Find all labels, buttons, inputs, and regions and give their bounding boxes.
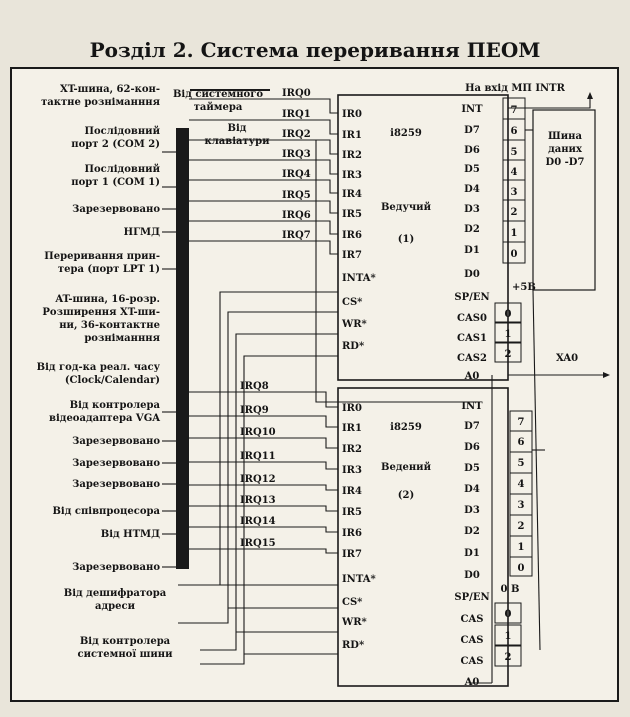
bus-label: даних — [548, 144, 582, 155]
slave-pin-label: D3 — [464, 505, 480, 516]
source-label: Від год-ка реал. часу — [36, 362, 160, 373]
slave-pin-label: IR3 — [342, 465, 362, 476]
irq-label: IRQ11 — [240, 451, 276, 462]
slave-pin-label: D1 — [464, 548, 480, 559]
decoder-label: адреси — [94, 601, 136, 612]
master-pin-label: IR4 — [342, 189, 362, 200]
irq-label: IRQ4 — [282, 169, 311, 180]
source-label: Переривання прин- — [44, 251, 160, 262]
slave-pin-label: IR4 — [342, 486, 362, 497]
irq-label: IRQ12 — [240, 474, 276, 485]
irq-label: IRQ2 — [282, 129, 311, 140]
connector-bar — [176, 128, 189, 569]
master-pin-label: D0 — [464, 269, 480, 280]
timer-label: таймера — [193, 102, 243, 113]
master-pin-label: CAS2 — [457, 353, 487, 364]
master-pin-label: IR3 — [342, 170, 362, 181]
timer-label: Від системного — [172, 89, 264, 100]
slave-chip-number: (2) — [397, 490, 415, 501]
slave-pin-label: IR0 — [342, 403, 362, 414]
irq-label: IRQ1 — [282, 109, 311, 120]
slave-pin-label: CAS — [460, 614, 484, 625]
data-bit-label: 7 — [517, 417, 525, 428]
master-pin-label: INTA* — [342, 273, 376, 284]
master-pin-label: INT — [461, 104, 483, 115]
irq-label: IRQ6 — [282, 210, 311, 221]
vcc-label: +5В — [512, 282, 536, 293]
slave-pin-label: D4 — [464, 484, 480, 495]
source-label: Від контролера — [69, 400, 160, 411]
master-chip-number: (1) — [397, 234, 415, 245]
source-label: Послідовний — [84, 126, 160, 137]
master-pin-label: IR5 — [342, 209, 362, 220]
master-pin-label: CAS1 — [457, 333, 487, 344]
cas-bit-label: 2 — [504, 349, 512, 360]
data-bit-label: 1 — [510, 228, 518, 239]
master-pin-label: WR* — [342, 319, 367, 330]
data-bit-label: 3 — [510, 187, 518, 198]
data-bit-label: 1 — [517, 542, 525, 553]
page-title: Розділ 2. Система переривання ПЕОМ — [89, 38, 541, 62]
irq-label: IRQ14 — [240, 516, 276, 527]
data-bit-label: 3 — [517, 500, 525, 511]
source-label: Зарезервовано — [72, 479, 160, 490]
master-pin-label: IR2 — [342, 150, 362, 161]
irq-label: IRQ5 — [282, 190, 311, 201]
irq-label: IRQ0 — [282, 88, 311, 99]
master-pin-label: A0 — [464, 371, 480, 382]
irq-label: IRQ13 — [240, 495, 276, 506]
slave-pin-label: CAS — [460, 635, 484, 646]
source-label: розніманння — [84, 333, 160, 344]
slave-pin-label: IR2 — [342, 444, 362, 455]
slave-pin-label: D0 — [464, 570, 480, 581]
irq-label: IRQ3 — [282, 149, 311, 160]
data-bit-label: 5 — [517, 458, 525, 469]
slave-pin-label: A0 — [464, 677, 480, 688]
master-pin-label: CS* — [342, 297, 363, 308]
slave-chip-role: Ведений — [381, 462, 431, 473]
master-pin-label: D7 — [464, 125, 480, 136]
slave-pin-label: D6 — [464, 442, 480, 453]
gnd-label: 0 В — [500, 584, 520, 595]
slave-pin-label: D5 — [464, 463, 480, 474]
bus-controller-label: Від контролера — [79, 636, 171, 647]
source-label: Від співпроцесора — [52, 506, 160, 517]
source-label: (Clock/Calendar) — [64, 375, 160, 386]
slave-pin-label: IR1 — [342, 423, 362, 434]
slave-pin-label: INTA* — [342, 574, 376, 585]
irq-label: IRQ8 — [240, 381, 269, 392]
master-pin-label: D3 — [464, 204, 480, 215]
slave-pin-label: WR* — [342, 617, 367, 628]
data-bit-label: 7 — [510, 105, 518, 116]
data-bit-label: 2 — [517, 521, 525, 532]
cas-bit-label: 2 — [504, 652, 512, 663]
bus-controller-label: системної шини — [77, 649, 173, 660]
master-pin-label: IR1 — [342, 130, 362, 141]
data-bit-label: 4 — [517, 479, 525, 490]
source-label: XT-шина, 62-кон- — [59, 84, 160, 95]
source-label: тера (порт LPT 1) — [57, 264, 160, 275]
master-pin-label: RD* — [342, 341, 365, 352]
cas-bit-label: 1 — [504, 329, 512, 340]
master-chip-role: Ведучий — [380, 202, 432, 213]
master-pin-label: IR6 — [342, 230, 362, 241]
slave-pin-label: RD* — [342, 640, 365, 651]
source-label: Послідовний — [84, 164, 160, 175]
slave-pin-label: IR6 — [342, 528, 362, 539]
source-label: ни, 36-контактне — [59, 320, 160, 331]
intr-label: На вхід МП INTR — [465, 83, 565, 94]
master-pin-label: IR7 — [342, 250, 362, 261]
data-bit-label: 2 — [510, 207, 518, 218]
source-label: Зарезервовано — [72, 436, 160, 447]
cas-bit-label: 0 — [504, 309, 512, 320]
slave-pin-label: SP/EN — [454, 592, 490, 603]
master-pin-label: SP/EN — [454, 292, 490, 303]
bus-label: Шина — [548, 131, 582, 142]
slave-pin-label: D7 — [464, 421, 480, 432]
slave-pin-label: IR7 — [342, 549, 362, 560]
source-label: НГМД — [123, 227, 160, 238]
data-bit-label: 0 — [510, 249, 518, 260]
source-label: Зарезервовано — [72, 458, 160, 469]
cas-bit-label: 1 — [504, 631, 512, 642]
master-pin-label: D2 — [464, 224, 480, 235]
source-label: порт 2 (COM 2) — [71, 139, 160, 150]
slave-pin-label: D2 — [464, 526, 480, 537]
source-label: порт 1 (COM 1) — [71, 177, 160, 188]
decoder-label: Від дешифратора — [63, 588, 167, 599]
master-pin-label: IR0 — [342, 109, 362, 120]
data-bit-label: 0 — [517, 563, 525, 574]
xa0-label: XA0 — [556, 353, 579, 364]
bus-label: D0 -D7 — [545, 157, 585, 168]
source-label: Зарезервовано — [72, 562, 160, 573]
slave-pin-label: CS* — [342, 597, 363, 608]
source-label: Від НТМД — [100, 529, 160, 540]
master-pin-label: D5 — [464, 164, 480, 175]
irq-label: IRQ10 — [240, 427, 276, 438]
master-pin-label: D1 — [464, 245, 480, 256]
master-chip-name: i8259 — [390, 128, 422, 139]
master-pin-label: CAS0 — [457, 313, 487, 324]
slave-pin-label: INT — [461, 401, 483, 412]
slave-chip-name: i8259 — [390, 422, 422, 433]
source-label: Розширення XT-ши- — [42, 307, 160, 318]
source-label: AT-шина, 16-розр. — [55, 294, 160, 305]
source-label: відеоадаптера VGA — [49, 413, 160, 424]
data-bit-label: 6 — [517, 437, 525, 448]
slave-pin-label: CAS — [460, 656, 484, 667]
cas-bit-label: 0 — [504, 609, 512, 620]
irq-label: IRQ9 — [240, 405, 269, 416]
keyboard-label: клавіатури — [204, 136, 270, 147]
keyboard-label: Від — [227, 123, 247, 134]
data-bit-label: 5 — [510, 147, 518, 158]
master-pin-label: D4 — [464, 184, 480, 195]
irq-label: IRQ7 — [282, 230, 311, 241]
master-pin-label: D6 — [464, 145, 480, 156]
source-label: тактне розніманння — [41, 97, 160, 108]
slave-pin-label: IR5 — [342, 507, 362, 518]
irq-label: IRQ15 — [240, 538, 276, 549]
data-bit-label: 4 — [510, 167, 518, 178]
source-label: Зарезервовано — [72, 204, 160, 215]
data-bit-label: 6 — [510, 126, 518, 137]
